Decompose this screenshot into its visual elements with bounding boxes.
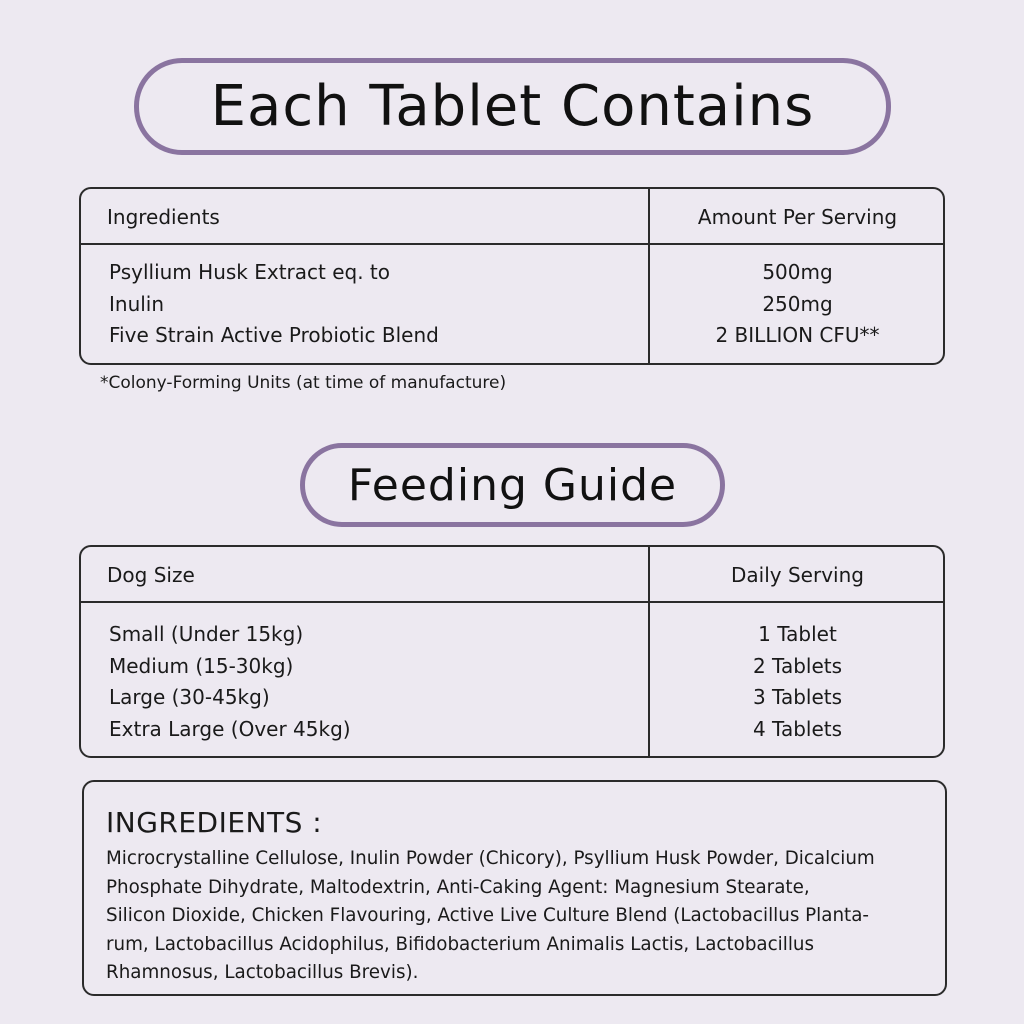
each-tablet-contains-heading: Each Tablet Contains — [134, 58, 891, 155]
ingredient-names — [109, 257, 439, 352]
ingredients-line: Phosphate Dihydrate, Maltodextrin, Anti-Caking Agent: Magnesium Stearate, — [106, 876, 810, 898]
ingredient-name: Psyllium Husk Extract eq. to — [109, 260, 391, 284]
ingredients-line: Microcrystalline Cellulose, Inulin Powder (Chicory), Psyllium Husk Powder, Dicalcium — [106, 848, 875, 869]
header-divider — [81, 243, 943, 245]
ingredient-amount: 500mg — [762, 260, 833, 284]
dog-size: Medium (15-30kg) — [109, 653, 294, 678]
ingredient-amounts — [650, 257, 945, 352]
daily-serving: 3 Tablets — [752, 685, 843, 709]
dog-size-column-header: Dog Size — [107, 563, 195, 587]
feeding-table — [79, 545, 945, 758]
amount-column-header: Amount Per Serving — [697, 205, 898, 229]
ingredients-line: Rhamnosus, Lactobacillus Brevis). — [106, 962, 419, 983]
ingredients-panel — [82, 780, 947, 996]
ingredient-amount: 2 BILLION CFU** — [715, 323, 880, 347]
contents-table — [79, 187, 945, 365]
header-divider — [81, 601, 943, 603]
feeding-guide-heading: Feeding Guide — [300, 443, 725, 527]
dog-size: Small (Under 15kg) — [109, 622, 304, 646]
ingredients-column-header: Ingredients — [107, 205, 220, 229]
daily-serving: 4 Tablets — [752, 716, 843, 741]
ingredient-amount: 250mg — [762, 291, 833, 316]
ingredients-line: rum, Lactobacillus Acidophilus, Bifidobacterium Animalis Lactis, Lactobacillus — [106, 933, 815, 955]
dog-sizes — [109, 619, 351, 745]
ingredient-name: Five Strain Active Probiotic Blend — [109, 323, 439, 347]
ingredient-name: Inulin — [109, 291, 165, 316]
ingredients-title: INGREDIENTS : — [106, 806, 323, 839]
dog-size: Large (30-45kg) — [109, 685, 270, 709]
cfu-footnote: *Colony-Forming Units (at time of manufacture) — [100, 373, 507, 393]
ingredients-line: Silicon Dioxide, Chicken Flavouring, Active Live Culture Blend (Lactobacillus Planta- — [106, 905, 870, 926]
daily-servings — [650, 619, 945, 745]
daily-serving: 2 Tablets — [752, 653, 843, 678]
daily-serving-column-header: Daily Serving — [731, 563, 864, 587]
ingredients-text — [106, 845, 927, 988]
dog-size: Extra Large (Over 45kg) — [109, 716, 351, 741]
daily-serving: 1 Tablet — [758, 622, 837, 646]
